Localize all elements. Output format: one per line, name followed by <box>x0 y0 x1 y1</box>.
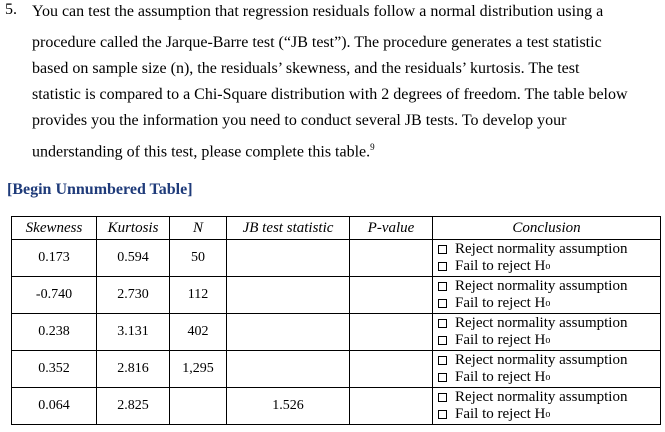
header-conclusion: Conclusion <box>433 217 661 240</box>
option-fail-label: Fail to reject H <box>455 295 546 311</box>
option-reject[interactable] <box>438 352 660 369</box>
checkbox-icon[interactable] <box>438 319 447 328</box>
option-fail-label: Fail to reject H <box>455 258 546 274</box>
table-row <box>12 277 661 314</box>
cell-skewness: -0.740 <box>12 277 97 314</box>
option-fail-to-reject[interactable] <box>438 369 660 386</box>
option-fail-subscript: o <box>545 261 551 272</box>
cell-conclusion <box>433 351 661 388</box>
checkbox-icon[interactable] <box>438 262 447 271</box>
cell-n[interactable]: 402 <box>170 314 227 351</box>
option-fail-label: Fail to reject H <box>455 406 546 422</box>
cell-n[interactable]: 112 <box>170 277 227 314</box>
checkbox-icon[interactable] <box>438 299 447 308</box>
option-reject-label: Reject normality assumption <box>455 278 628 294</box>
checkbox-icon[interactable] <box>438 393 447 402</box>
cell-n[interactable] <box>170 388 227 425</box>
header-jb: JB test statistic <box>227 217 350 240</box>
cell-kurtosis: 2.730 <box>97 277 170 314</box>
cell-conclusion <box>433 388 661 425</box>
cell-jb[interactable] <box>227 277 350 314</box>
cell-jb: 1.526 <box>227 388 350 425</box>
checkbox-icon[interactable] <box>438 282 447 291</box>
checkbox-icon[interactable] <box>438 356 447 365</box>
option-reject[interactable] <box>438 278 660 295</box>
cell-jb[interactable] <box>227 314 350 351</box>
option-fail-subscript: o <box>545 335 551 346</box>
checkbox-icon[interactable] <box>438 410 447 419</box>
option-fail-label: Fail to reject H <box>455 332 546 348</box>
cell-p-value[interactable] <box>350 351 433 388</box>
cell-skewness: 0.238 <box>12 314 97 351</box>
header-kurtosis: Kurtosis <box>97 217 170 240</box>
jb-table <box>11 216 661 425</box>
table-row <box>12 240 661 277</box>
footnote-mark: 9 <box>370 142 375 152</box>
table-heading: [Begin Unnumbered Table] <box>7 181 193 198</box>
option-reject[interactable] <box>438 315 660 332</box>
option-reject-label: Reject normality assumption <box>455 315 628 331</box>
option-fail-to-reject[interactable] <box>438 406 660 423</box>
header-p-value: P-value <box>350 217 433 240</box>
cell-skewness: 0.352 <box>12 351 97 388</box>
option-fail-subscript: o <box>545 409 551 420</box>
option-reject-label: Reject normality assumption <box>455 241 628 257</box>
table-header-row <box>12 217 661 240</box>
cell-skewness: 0.173 <box>12 240 97 277</box>
option-reject-label: Reject normality assumption <box>455 352 628 368</box>
cell-kurtosis: 3.131 <box>97 314 170 351</box>
cell-skewness: 0.064 <box>12 388 97 425</box>
cell-p-value[interactable] <box>350 240 433 277</box>
option-fail-label: Fail to reject H <box>455 369 546 385</box>
question-line-6 <box>32 137 375 162</box>
cell-p-value[interactable] <box>350 388 433 425</box>
header-n: N <box>170 217 227 240</box>
cell-p-value[interactable] <box>350 314 433 351</box>
cell-p-value[interactable] <box>350 277 433 314</box>
cell-n[interactable]: 1,295 <box>170 351 227 388</box>
option-fail-subscript: o <box>545 298 551 309</box>
header-skewness: Skewness <box>12 217 97 240</box>
cell-conclusion <box>433 240 661 277</box>
option-fail-subscript: o <box>545 372 551 383</box>
question-line-5: provides you the information you need to conduct several JB tests. To develop your <box>32 112 567 129</box>
option-reject-label: Reject normality assumption <box>455 389 628 405</box>
table-row <box>12 351 661 388</box>
question-number: 5. <box>5 1 17 18</box>
question-line-2: procedure called the Jarque-Barre test (“JB test”). The procedure generates a test statistic <box>32 34 602 51</box>
cell-n[interactable]: 50 <box>170 240 227 277</box>
option-fail-to-reject[interactable] <box>438 258 660 275</box>
question-line-4: statistic is compared to a Chi-Square distribution with 2 degrees of freedom. The table below <box>32 86 628 103</box>
checkbox-icon[interactable] <box>438 245 447 254</box>
table-row <box>12 314 661 351</box>
question-line-6-text: understanding of this test, please complete this table. <box>32 143 371 161</box>
checkbox-icon[interactable] <box>438 336 447 345</box>
question-line-1: You can test the assumption that regression residuals follow a normal distribution using a <box>32 3 604 20</box>
cell-conclusion <box>433 277 661 314</box>
question-line-3: based on sample size (n), the residuals’ skewness, and the residuals’ kurtosis. The test <box>32 60 580 77</box>
option-fail-to-reject[interactable] <box>438 295 660 312</box>
cell-kurtosis: 2.816 <box>97 351 170 388</box>
option-reject[interactable] <box>438 241 660 258</box>
cell-jb[interactable] <box>227 351 350 388</box>
cell-conclusion <box>433 314 661 351</box>
table-row <box>12 388 661 425</box>
option-reject[interactable] <box>438 389 660 406</box>
option-fail-to-reject[interactable] <box>438 332 660 349</box>
cell-jb[interactable] <box>227 240 350 277</box>
cell-kurtosis: 0.594 <box>97 240 170 277</box>
checkbox-icon[interactable] <box>438 373 447 382</box>
cell-kurtosis: 2.825 <box>97 388 170 425</box>
